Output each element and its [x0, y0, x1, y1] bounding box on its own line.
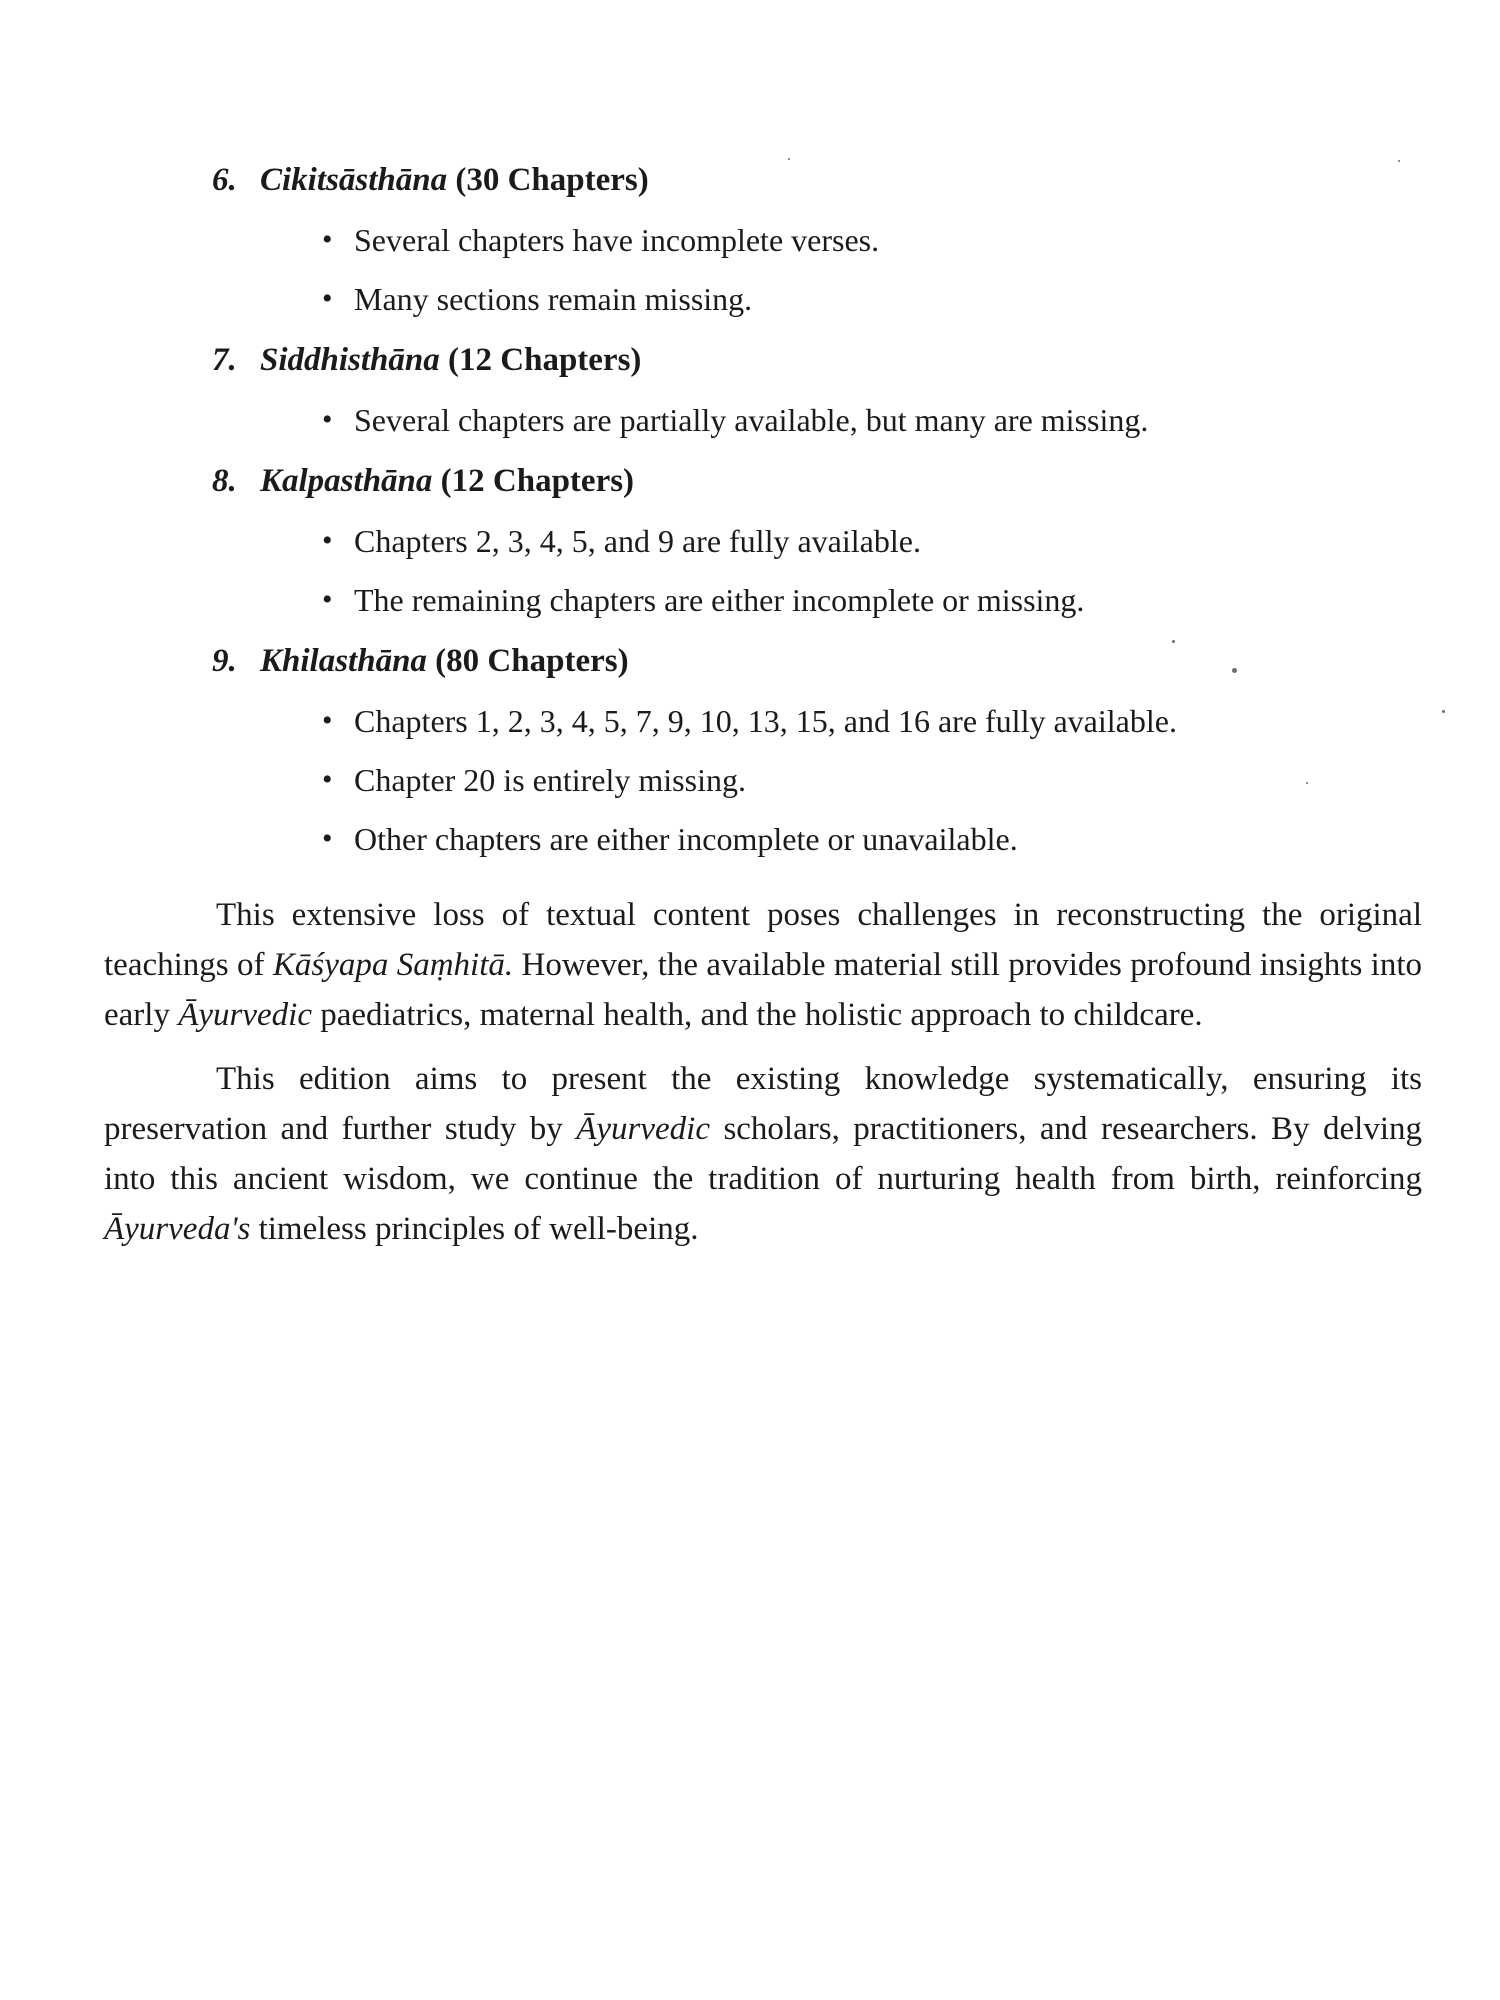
- paragraph-text: scholars, practitioners, and researchers. By delving into this ancient wisdom, we continue the tradition of nurturing health from birth, reinforcing: [104, 1111, 1422, 1197]
- bullet-icon: •: [322, 282, 333, 315]
- paragraph-text: This edition aims to present the existing knowledge systematically, ensuring its preservation and further study by: [104, 1061, 1422, 1147]
- paragraph-text: paediatrics, maternal health, and the holistic approach to childcare.: [311, 997, 1203, 1033]
- scan-speck: [1306, 782, 1308, 784]
- paragraph-text: timeless principles of well-being.: [250, 1211, 699, 1247]
- paragraph-italic-text: Kāśyapa Saṃhitā.: [272, 947, 514, 983]
- section-number: 9.: [212, 643, 237, 679]
- bullet-icon: •: [322, 704, 333, 737]
- scan-speck: [1442, 710, 1445, 713]
- section-name: Siddhisthāna: [260, 342, 440, 378]
- paragraph-text: However, the available material still provides profound insights into early: [104, 947, 1423, 1033]
- section-chapter-count: (12 Chapters): [440, 463, 635, 499]
- body-text: [104, 890, 1422, 1268]
- list-item: [212, 819, 1412, 859]
- bullet-icon: •: [322, 822, 333, 855]
- bullet-icon: •: [322, 524, 333, 557]
- bullet-icon: •: [322, 403, 333, 436]
- list-item-text: Several chapters have incomplete verses.: [354, 222, 880, 258]
- section-chapter-count: (12 Chapters): [448, 342, 642, 378]
- list-item-text: Chapter 20 is entirely missing.: [354, 762, 746, 798]
- list-item-text: Chapters 2, 3, 4, 5, and 9 are fully available.: [354, 523, 921, 559]
- section-name: Cikitsāsthāna: [260, 162, 448, 198]
- bullet-icon: •: [322, 583, 333, 616]
- list-item: [212, 521, 1412, 561]
- section-number: 8.: [212, 463, 237, 499]
- paragraph-italic-text: Āyurvedic: [178, 997, 312, 1033]
- list-item: [212, 279, 1412, 319]
- list-item: [212, 701, 1412, 741]
- paragraph-text: This extensive loss of textual content poses challenges in reconstructing the original teachings of: [104, 897, 1422, 983]
- bullet-list: [212, 701, 1412, 859]
- bullet-icon: •: [322, 223, 333, 256]
- section-chapter-count: (30 Chapters): [455, 162, 649, 198]
- paragraph-italic-text: Āyurvedic: [576, 1111, 710, 1147]
- scan-speck: [1232, 668, 1237, 673]
- section-heading: [212, 459, 1412, 503]
- list-item: [212, 760, 1412, 800]
- paragraph: [104, 890, 1422, 1040]
- list-item-text: Chapters 1, 2, 3, 4, 5, 7, 9, 10, 13, 15, and 16 are fully available.: [354, 703, 1177, 739]
- list-item-text: The remaining chapters are either incomplete or missing.: [354, 582, 1085, 618]
- scan-speck: [788, 158, 790, 160]
- bullet-list: [212, 521, 1412, 620]
- section-name: Khilasthāna: [260, 643, 427, 679]
- bullet-icon: •: [322, 763, 333, 796]
- list-item-text: Many sections remain missing.: [354, 281, 753, 317]
- section-list: [212, 158, 1412, 878]
- section-number: 6.: [212, 162, 237, 198]
- paragraph-italic-text: Āyurveda's: [104, 1211, 251, 1247]
- section-name: Kalpasthāna: [260, 463, 433, 499]
- list-item-text: Other chapters are either incomplete or unavailable.: [354, 821, 1018, 857]
- section-chapter-count: (80 Chapters): [435, 643, 629, 679]
- scan-speck: [1398, 160, 1400, 162]
- bullet-list: [212, 400, 1412, 440]
- section-heading: [212, 639, 1412, 683]
- section-number: 7.: [212, 342, 237, 378]
- list-item: [212, 580, 1412, 620]
- scan-speck: [1172, 640, 1175, 643]
- section-heading: [212, 158, 1412, 202]
- list-item: [212, 220, 1412, 260]
- list-item: [212, 400, 1412, 440]
- list-item-text: Several chapters are partially available, but many are missing.: [354, 402, 1149, 438]
- paragraph: [104, 1054, 1422, 1254]
- section-heading: [212, 338, 1412, 382]
- bullet-list: [212, 220, 1412, 319]
